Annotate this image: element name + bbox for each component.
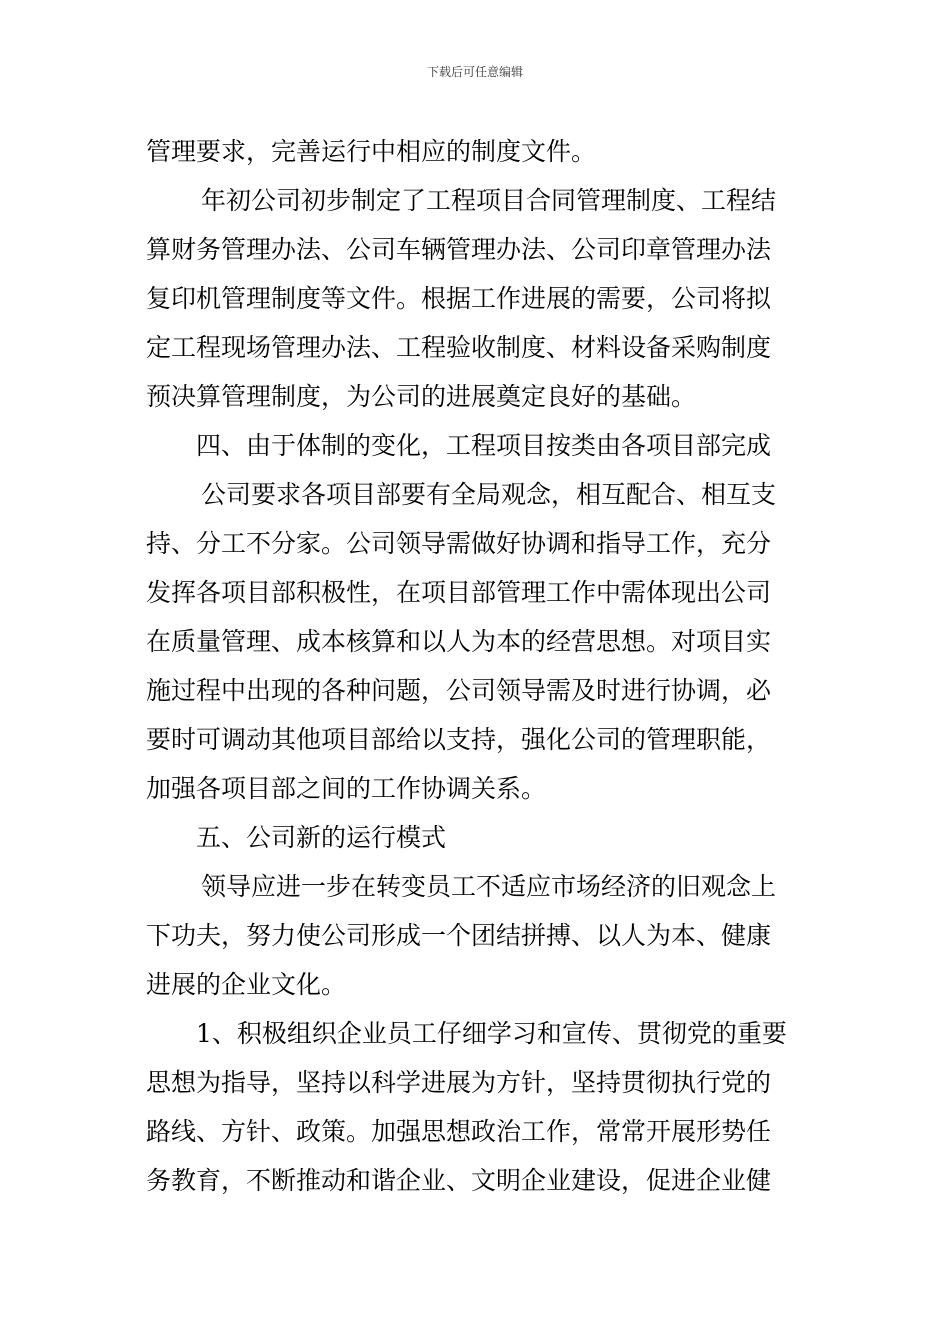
section-heading-4: 四、由于体制的变化，工程项目按类由各项目部完成 [196,431,772,460]
text-line: 算财务管理办法、公司车辆管理办法、公司印章管理办法 [146,235,772,264]
text-line: 定工程现场管理办法、工程验收制度、材料设备采购制度 [146,333,772,362]
text-line: 施过程中出现的各种问题，公司领导需及时进行协调，必 [146,676,772,705]
page-header: 下载后可任意编辑 [426,65,523,79]
document-body [146,127,806,1205]
text-line: 持、分工不分家。公司领导需做好协调和指导工作，充分 [146,529,772,558]
text-line: 在质量管理、成本核算和以人为本的经营思想。对项目实 [146,627,772,656]
text-line: 发挥各项目部积极性，在项目部管理工作中需体现出公司 [146,578,772,607]
text-line: 下功夫，努力使公司形成一个团结拼搏、以人为本、健康 [146,921,772,950]
text-line: 管理要求，完善运行中相应的制度文件。 [146,137,597,166]
text-line: 进展的企业文化。 [146,970,347,999]
text-line: 领导应进一步在转变员工不适应市场经济的旧观念上 [201,872,777,901]
text-line: 预决算管理制度，为公司的进展奠定良好的基础。 [146,382,697,411]
text-line: 路线、方针、政策。加强思想政治工作，常常开展形势任 [146,1117,772,1146]
text-line: 公司要求各项目部要有全局观念，相互配合、相互支 [201,480,777,509]
text-line: 加强各项目部之间的工作协调关系。 [146,774,547,803]
text-line: 思想为指导，坚持以科学进展为方针，坚持贯彻执行党的 [146,1068,772,1097]
text-line: 复印机管理制度等文件。根据工作进展的需要，公司将拟 [146,284,772,313]
text-line: 要时可调动其他项目部给以支持，强化公司的管理职能， [146,725,772,754]
text-line: 年初公司初步制定了工程项目合同管理制度、工程结 [201,186,777,215]
list-item-1: 1、积极组织企业员工仔细学习和宣传、贯彻党的重要 [196,1019,787,1048]
text-line: 务教育，不断推动和谐企业、文明企业建设，促进企业健 [146,1166,772,1195]
section-heading-5: 五、公司新的运行模式 [196,823,447,852]
